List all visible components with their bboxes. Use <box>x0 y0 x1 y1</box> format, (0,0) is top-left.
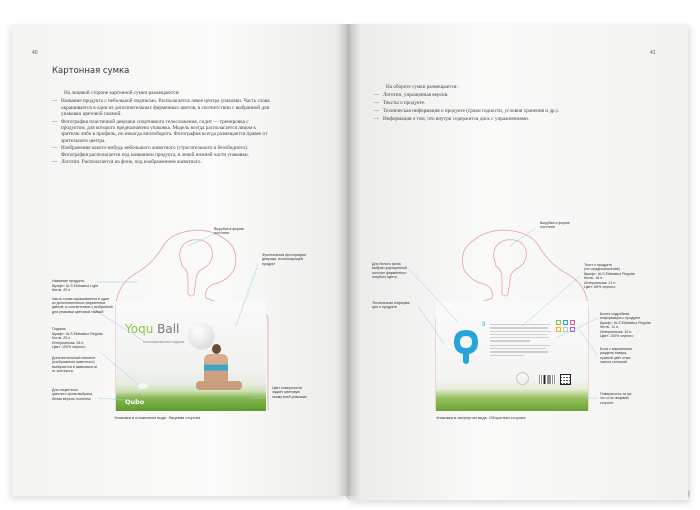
list-item: — Техническая информация о продукте (сроки годности, условия хранения и др.). <box>374 108 600 114</box>
brand-logo: Qubo <box>125 398 145 406</box>
caption-back: Упаковка в свернутом виде. Оборотная сторона <box>436 415 526 420</box>
right-intro: На обороте сумки размещаются: <box>386 84 458 90</box>
list-item: — Изображение какого-нибудь небольшого животного (строгательного и безобидного). Фотография располагается под названием продукта, в левой нижней части упаковки. <box>52 145 274 158</box>
page-title: Картонная сумка <box>52 66 130 76</box>
label-detail-title: Более подробная информация о продукте <box>600 312 641 321</box>
label-product-name-body: Шрифт: ALS Ekibastuz Light Кегль: 20 п. Часть слова окрашивается в один из дополнительных фирменных цветов, в соответствии с выбранной для упаковки цветовой гаммой <box>52 284 113 314</box>
left-intro: На лицевой стороне картонной сумки размещаются: <box>64 90 180 96</box>
product-name-part2: Ball <box>153 322 180 336</box>
page-number-left: 40 <box>32 50 38 56</box>
label-subtitle-title: Подпись <box>52 327 67 331</box>
list-item: — Логотип. Располагается на фоне, под изображением животного. <box>52 159 274 165</box>
label-surface: Поверхность та же, что и на лицевой стороне <box>600 392 633 405</box>
list-item: — Тексты о продукте. <box>374 100 600 106</box>
label-bottom-color: Цвет поверхности задает цветовую гамму всей упаковки <box>272 386 307 399</box>
label-multicolor-bg: Для нецветного цветного фона выбрана белая версия логотипа <box>52 388 93 401</box>
label-tech-info: Техническая информа- ция о продукте <box>372 301 411 310</box>
label-cutout-right: Вырубка в форме логотипа <box>540 221 570 230</box>
list-item: — Логотип, упрощенная версия. <box>374 92 600 98</box>
product-name-part1: Yoqu <box>125 322 154 336</box>
label-text-body: Шрифт: ALS Ekibastuz Regular Кегль: 18 п. Интерлиньяж: 21 п. Цвет: 65% черного <box>584 272 635 289</box>
list-item: — Фотография пластичной девушки спортивного телосложения, сидит — тренировка с продуктом, для которого предназначена упаковка. Модель всегда располагается лицом к зрителю либо в профиль, но никогда вполоборота. Фотография всегда размещается правее от зрительного центра. <box>52 119 274 144</box>
label-variants: Блок с вариантами раздела товара, нужный цвет отме- чается галочкой <box>600 347 632 364</box>
label-cutout-left: Вырубка в форме логотипа <box>214 227 244 236</box>
label-subtitle-body: Шрифт: ALS Ekibastuz Regular Кегль: 25 п. Интерлиньяж: 28 п. Цвет: 100% черного <box>52 332 103 349</box>
caption-front: Упаковка в сложенном виде. Лицевая сторона <box>114 415 201 420</box>
list-item: — Название продукта с небольшой подписью. Располагается левее центра упаковки. Часть слова окрашивается в один из дополнительных фирменных цветов, в соответствии с выбранной для упаковки цветовой гаммой. <box>52 98 274 117</box>
logo-superscript: 3 <box>482 322 486 328</box>
page-number-right: 41 <box>650 50 656 56</box>
label-product-name-title: Название продукта <box>52 279 85 283</box>
label-detail-body: Шрифт: ALS Ekibastuz Regular Кегль: 11 п. Интерлиньяж: 15 п. Цвет: 100% черного <box>600 321 651 338</box>
label-extra-element: Дополнительный элемент (изображение животного) выбирается в зависимости от контекста <box>52 356 97 373</box>
product-subtitle: Балансировочная подушка <box>143 340 185 344</box>
label-photo: Фронтальная фотография девушки, использующей продукт <box>262 253 306 266</box>
label-text-title: Текст о продукте (его предназначение) <box>584 263 620 272</box>
label-white-bg: Для белого фона выбран упрощенный логотип фирменного голубого цвета <box>372 262 407 279</box>
list-item: — Информация о том, что внутри содержится диск с упражнениями. <box>374 116 600 122</box>
